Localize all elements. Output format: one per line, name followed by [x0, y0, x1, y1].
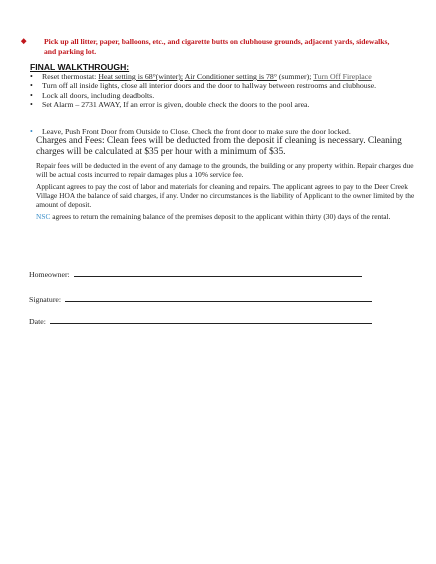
bullet-icon: •: [30, 72, 33, 81]
bullet-icon: •: [30, 100, 33, 110]
date-row: [29, 315, 372, 326]
bullet-icon: •: [30, 81, 33, 91]
list-item: [30, 81, 410, 90]
homeowner-field[interactable]: [74, 268, 362, 277]
list-item: [30, 91, 410, 100]
date-field[interactable]: [50, 315, 372, 324]
bullet-icon: •: [30, 90, 33, 100]
deposit-return: [30, 212, 415, 221]
leave-instruction: Leave, Push Front Door from Outside to Close. Check the front door to make sure the door locked.: [42, 127, 351, 136]
walkthrough-list: [30, 72, 410, 110]
fireplace-instruction: Turn Off Fireplace: [313, 72, 372, 81]
signature-field[interactable]: [65, 293, 372, 302]
summer-label: (summer);: [278, 72, 312, 81]
homeowner-label: Homeowner:: [29, 270, 70, 279]
bullet-icon: •: [30, 127, 33, 136]
date-label: Date:: [29, 317, 46, 326]
deposit-return-text: agrees to return the remaining balance of the premises deposit to the applicant within thirty (30) days of the rental.: [50, 212, 391, 221]
lock-instruction: Lock all doors, including deadbolts.: [42, 90, 155, 100]
charges-and-fees: Charges and Fees: Clean fees will be deducted from the deposit if cleaning is necessary. Cleaning charges will be calculated at $35 per hour with a minimum of $35.: [36, 136, 402, 158]
applicant-agreement: Applicant agrees to pay the cost of labor and materials for cleaning and repairs. The applicant agrees to pay to the Deer Creek Village HOA the balance of said charges, if any. Under no circumstances is the liability of Applicant to the owner limited by the amount of deposit.: [36, 182, 415, 209]
list-item: [30, 100, 410, 109]
thermostat-prefix: Reset thermostat:: [42, 72, 99, 81]
nsc-label: NSC: [36, 212, 51, 221]
leave-section: [30, 127, 415, 221]
diamond-bullet-icon: ◆: [21, 37, 27, 45]
repair-fees: Repair fees will be deducted in the event of any damage to the grounds, the building or any property within. Repair charges due will be actual costs incurred to repair damages plus a 10% service fee.: [36, 161, 414, 179]
alarm-instruction: Set Alarm – 2731 AWAY, If an error is given, double check the doors to the pool area.: [42, 100, 310, 110]
final-walkthrough-heading: FINAL WALKTHROUGH:: [30, 62, 130, 72]
litter-instruction-text: Pick up all litter, paper, balloons, etc., and cigarette butts on clubhouse grounds, adjacent yards, sidewalks, and parking lot.: [44, 37, 390, 56]
lights-instruction: Turn off all inside lights, close all interior doors and the door to hallway between restrooms and clubhouse.: [42, 81, 377, 91]
signature-row: [29, 293, 372, 304]
list-item: [30, 72, 410, 81]
litter-instruction: [21, 37, 402, 56]
signature-label: Signature:: [29, 295, 62, 304]
homeowner-row: [29, 268, 362, 279]
ac-setting: Air Conditioner setting is 78°: [184, 72, 277, 81]
heat-setting: Heat setting is 68°(winter);: [98, 72, 184, 81]
